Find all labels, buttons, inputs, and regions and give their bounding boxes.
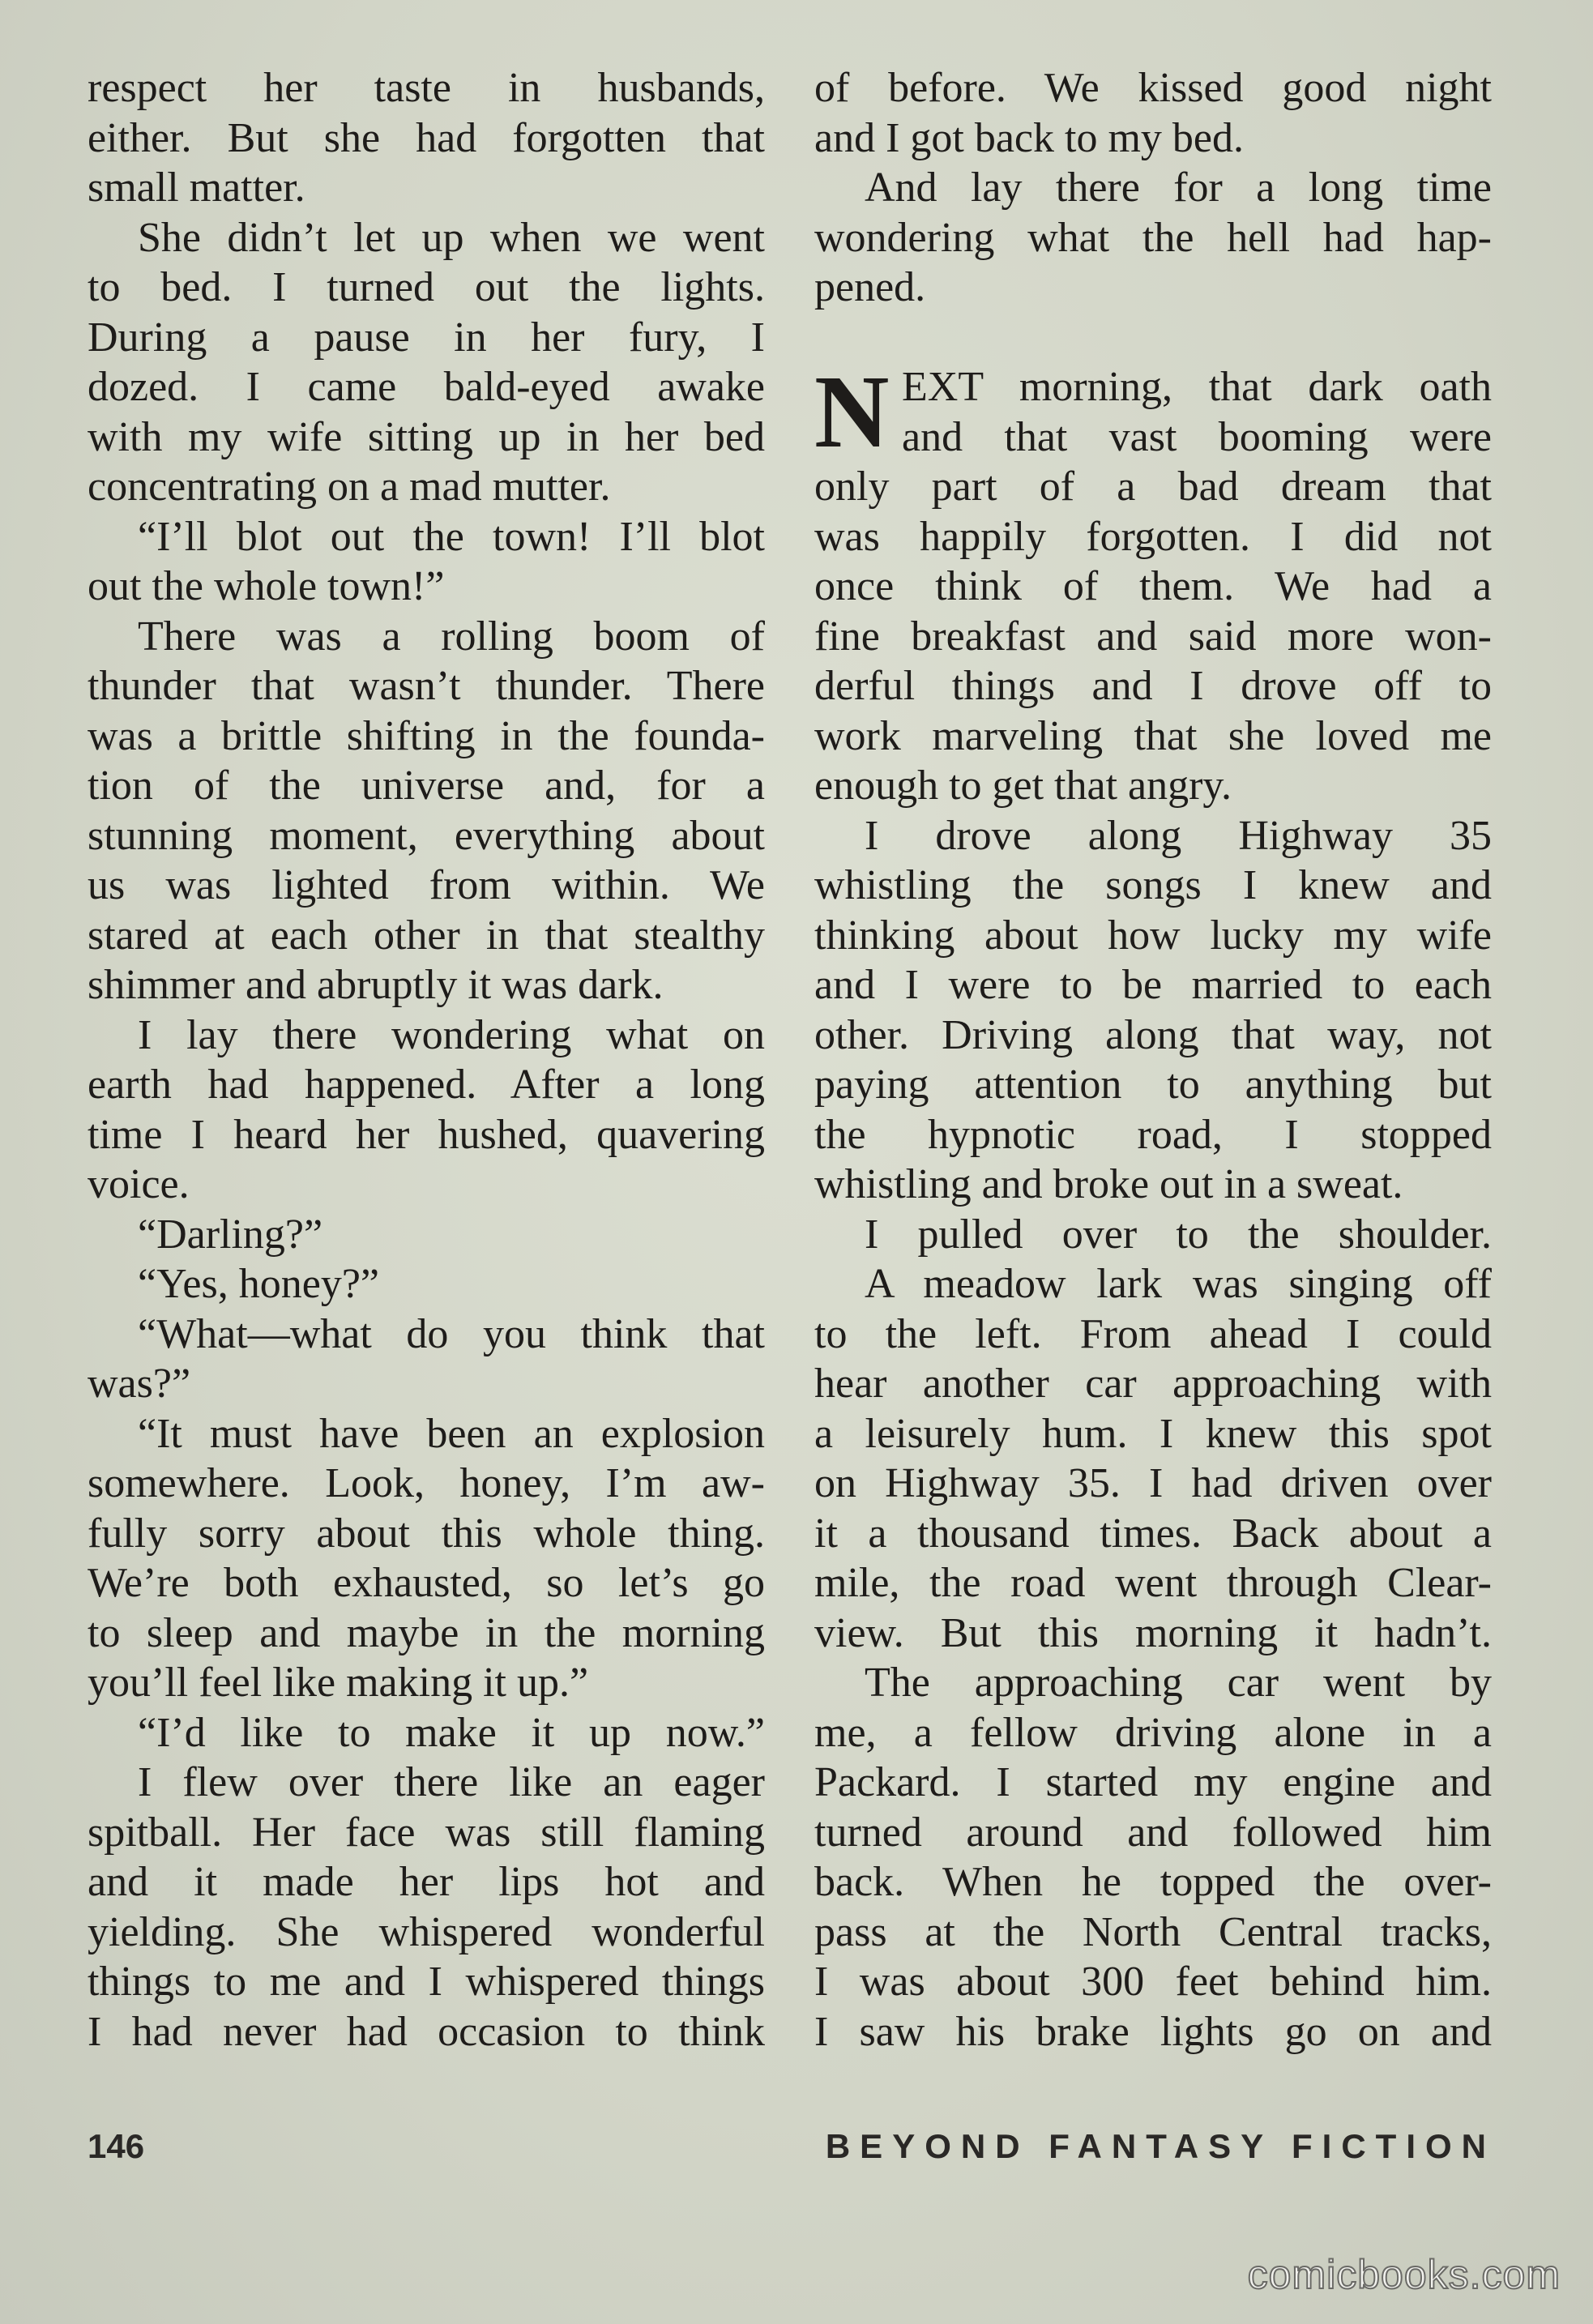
left-text-column [88, 63, 765, 2057]
text-line: view. But this morning it hadn’t. [814, 1609, 1492, 1656]
text-line: paying attention to anything but [814, 1062, 1492, 1108]
text-line: was happily forgotten. I did not [814, 513, 1492, 560]
text-line: I lay there wondering what on [138, 1011, 765, 1058]
text-line: spitball. Her face was still flaming [88, 1809, 765, 1856]
page-footer [88, 2127, 1496, 2176]
text-line: “Darling?” [138, 1211, 323, 1258]
text-line: it a thousand times. Back about a [814, 1510, 1492, 1557]
text-line: was a brittle shifting in the founda- [88, 712, 765, 759]
text-line: respect her taste in husbands, [88, 65, 765, 111]
text-line: stared at each other in that stealthy [88, 912, 765, 959]
text-line: fully sorry about this whole thing. [88, 1510, 765, 1557]
text-line: I saw his brake lights go on and [814, 2008, 1492, 2055]
text-line: “What—what do you think that [138, 1310, 765, 1357]
text-line: concentrating on a mad mutter. [88, 464, 611, 510]
text-line: with my wife sitting up in her bed [88, 413, 765, 460]
text-line: voice. [88, 1161, 190, 1207]
drop-cap-letter: N [814, 354, 890, 469]
text-line: stunning moment, everything about [88, 812, 765, 859]
text-line: fine breakfast and said more won- [814, 613, 1492, 660]
text-line: whistling the songs I knew and [814, 862, 1492, 908]
text-line: you’ll feel like making it up.” [88, 1660, 589, 1706]
text-line: the hypnotic road, I stopped [814, 1111, 1492, 1158]
drop-cap-line-2: and that vast booming were [902, 413, 1492, 460]
text-line: back. When he topped the over- [814, 1859, 1492, 1905]
section-opening [814, 354, 1492, 469]
text-line: She didn’t let up when we went [138, 214, 765, 261]
text-line: only part of a bad dream that [814, 464, 1492, 510]
text-line: once think of them. We had a [814, 563, 1492, 609]
text-line: I flew over there like an eager [138, 1759, 765, 1805]
right-column-bottom-text [814, 462, 1492, 2057]
text-line: “I’ll blot out the town! I’ll blot [138, 513, 765, 560]
text-line: I was about 300 feet behind him. [814, 1959, 1492, 2005]
text-line: yielding. She whispered wonderful [88, 1908, 765, 1955]
text-line: of before. We kissed good night [814, 65, 1492, 111]
magazine-title: BEYOND FANTASY FICTION [825, 2127, 1496, 2165]
text-line: I drove along Highway 35 [865, 812, 1492, 859]
text-line: us was lighted from within. We [88, 862, 765, 908]
text-line: to the left. From ahead I could [814, 1310, 1492, 1357]
text-line: pened. [814, 264, 926, 310]
right-text-column [814, 63, 1492, 2057]
text-line: “It must have been an explosion [138, 1410, 765, 1457]
text-line: dozed. I came bald-eyed awake [88, 364, 765, 410]
text-line: wondering what the hell had hap- [814, 214, 1492, 261]
text-line: The approaching car went by [865, 1660, 1492, 1706]
text-line: thunder that wasn’t thunder. There [88, 663, 765, 709]
text-line: thinking about how lucky my wife [814, 912, 1492, 959]
text-line: to sleep and maybe in the morning [88, 1609, 765, 1656]
text-line: I had never had occasion to think [88, 2008, 765, 2055]
text-line: time I heard her hushed, quavering [88, 1111, 765, 1158]
text-line: “Yes, honey?” [138, 1261, 379, 1307]
text-line: Packard. I started my engine and [814, 1759, 1492, 1805]
text-line: to bed. I turned out the lights. [88, 264, 765, 310]
text-line: And lay there for a long time [865, 164, 1492, 211]
text-line: and I got back to my bed. [814, 114, 1244, 161]
watermark: comicbooks.com [1247, 2252, 1561, 2297]
text-line: was?” [88, 1361, 191, 1407]
text-line: We’re both exhausted, so let’s go [88, 1560, 765, 1606]
text-line: mile, the road went through Clear- [814, 1560, 1492, 1606]
text-line: somewhere. Look, honey, I’m aw- [88, 1460, 765, 1506]
text-line: I pulled over to the shoulder. [865, 1211, 1492, 1258]
page-number: 146 [88, 2127, 145, 2165]
text-line: out the whole town!” [88, 563, 445, 609]
text-line: During a pause in her fury, I [88, 314, 765, 361]
text-line: small matter. [88, 164, 305, 211]
text-line: on Highway 35. I had driven over [814, 1460, 1492, 1506]
text-line: derful things and I drove off to [814, 663, 1492, 709]
text-line: “I’d like to make it up now.” [138, 1709, 765, 1756]
text-line: and I were to be married to each [814, 962, 1492, 1008]
text-line: work marveling that she loved me [814, 712, 1492, 759]
drop-cap-line-1: EXT morning, that dark oath [902, 364, 1492, 410]
text-line: me, a fellow driving alone in a [814, 1709, 1492, 1756]
text-line: enough to get that angry. [814, 763, 1232, 809]
text-line: tion of the universe and, for a [88, 763, 765, 809]
text-line: a leisurely hum. I knew this spot [814, 1410, 1492, 1457]
text-line: A meadow lark was singing off [865, 1261, 1492, 1307]
text-line: shimmer and abruptly it was dark. [88, 962, 664, 1008]
text-line: turned around and followed him [814, 1809, 1492, 1856]
text-line: earth had happened. After a long [88, 1062, 765, 1108]
text-line: pass at the North Central tracks, [814, 1908, 1492, 1955]
text-line: other. Driving along that way, not [814, 1011, 1492, 1058]
right-column-top-text [814, 63, 1492, 313]
text-line: either. But she had forgotten that [88, 114, 765, 161]
text-line: things to me and I whispered things [88, 1959, 765, 2005]
text-line: hear another car approaching with [814, 1361, 1492, 1407]
section-break [814, 313, 1492, 363]
text-line: and it made her lips hot and [88, 1859, 765, 1905]
text-line: There was a rolling boom of [138, 613, 765, 660]
text-line: whistling and broke out in a sweat. [814, 1161, 1403, 1207]
